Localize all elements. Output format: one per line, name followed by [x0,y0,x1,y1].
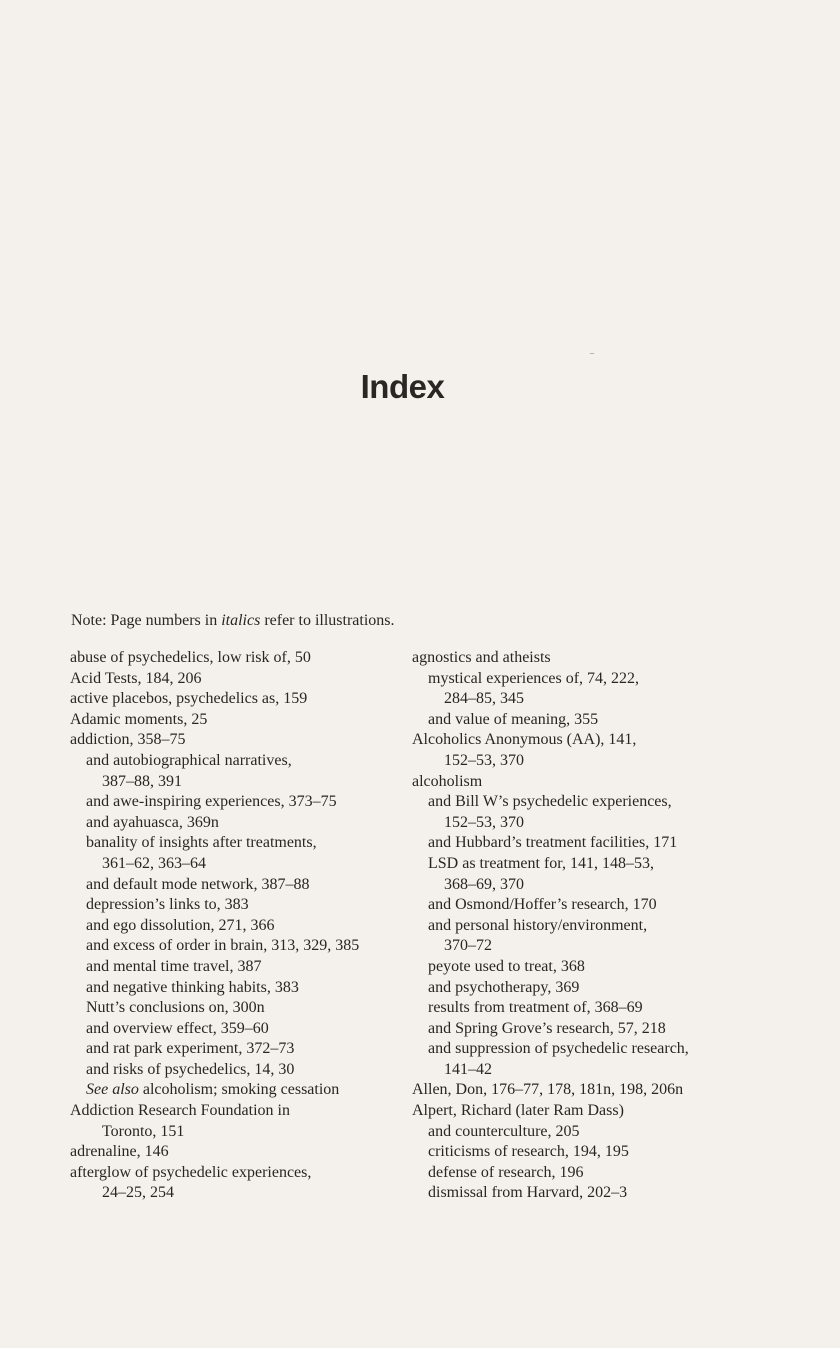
entry-text: agnostics and atheists [412,649,551,666]
entry-text: 284–85, 345 [444,690,524,708]
index-subentry [70,1122,400,1143]
index-entry [412,648,742,669]
entry-text: and value of meaning, 355 [428,710,599,728]
entry-text: Adamic moments, 25 [70,710,208,728]
note-text-after: refer to illustrations. [260,612,395,629]
index-subentry [412,916,742,937]
index-subentry [412,1019,742,1040]
index-subentry [412,792,742,813]
entry-text: active placebos, psychedelics as, 159 [70,690,308,708]
entry-text: and personal history/environment, [428,916,648,934]
index-subentry [70,772,400,793]
index-subentry [70,792,400,813]
entry-text: and suppression of psychedelic research, [428,1040,689,1058]
entry-text: and Bill W’s psychedelic experiences, [428,793,672,811]
index-subentry [70,1080,400,1101]
entry-text: and Osmond/Hoffer’s research, 170 [428,896,657,914]
entry-text: alcoholism; smoking cessation [138,1081,340,1099]
entry-text: and awe-inspiring experiences, 373–75 [86,793,337,811]
index-subentry [412,1163,742,1184]
index-subentry [70,854,400,875]
index-entry [70,1101,400,1122]
entry-text: 141–42 [444,1060,492,1078]
index-entry [70,730,400,751]
entry-text: Alcoholics Anonymous (AA), 141, [412,731,637,749]
index-entry [70,710,400,731]
index-subentry [70,875,400,896]
index-subentry [412,751,742,772]
entry-text: and overview effect, 359–60 [86,1019,269,1037]
index-subentry [70,978,400,999]
index-entry [70,689,400,710]
entry-text: dismissal from Harvard, 202–3 [428,1184,628,1202]
entry-text: Acid Tests, 184, 206 [70,669,202,687]
index-subentry [70,936,400,957]
index-subentry [70,1019,400,1040]
index-note [71,611,395,631]
entry-text: and negative thinking habits, 383 [86,978,299,996]
entry-text: 368–69, 370 [444,875,524,893]
index-entry [70,648,400,669]
entry-text: depression’s links to, 383 [86,896,249,914]
index-subentry [412,875,742,896]
index-subentry [70,1060,400,1081]
entry-text: 152–53, 370 [444,751,524,769]
entry-text: mystical experiences of, 74, 222, [428,669,640,687]
index-subentry [412,957,742,978]
index-entry [412,730,742,751]
note-text-before: Note: Page numbers in [71,612,222,629]
see-also-label: See also [86,1081,139,1099]
entry-text: and rat park experiment, 372–73 [86,1040,295,1058]
entry-text: 361–62, 363–64 [102,854,206,872]
entry-text: 387–88, 391 [102,772,182,790]
index-entry [412,772,742,793]
entry-text: defense of research, 196 [428,1163,584,1181]
page-title: Index [360,368,445,405]
index-subentry [70,751,400,772]
entry-text: and excess of order in brain, 313, 329, 385 [86,937,360,955]
note-italic-word: italics [221,612,261,629]
entry-text: addiction, 358–75 [70,731,186,749]
paper-speck [590,353,594,354]
entry-text: and risks of psychedelics, 14, 30 [86,1060,295,1078]
index-subentry [412,833,742,854]
index-entry [70,1142,400,1163]
index-subentry [70,916,400,937]
index-subentry [412,936,742,957]
index-subentry [412,689,742,710]
entry-text: peyote used to treat, 368 [428,957,585,975]
index-subentry [412,710,742,731]
index-subentry [412,669,742,690]
entry-text: and autobiographical narratives, [86,751,292,769]
entry-text: and ayahuasca, 369n [86,813,219,831]
index-entry [412,1101,742,1122]
entry-text: and mental time travel, 387 [86,957,262,975]
entry-text: Allen, Don, 176–77, 178, 181n, 198, 206n [412,1081,684,1099]
entry-text: banality of insights after treatments, [86,834,317,852]
entry-text: 152–53, 370 [444,813,524,831]
index-subentry [412,1039,742,1060]
index-entry [70,1163,400,1184]
index-subentry [70,833,400,854]
index-entry [412,1080,742,1101]
index-entry [70,669,400,690]
index-subentry [70,957,400,978]
entry-text: afterglow of psychedelic experiences, [70,1163,312,1181]
entry-text: and default mode network, 387–88 [86,875,310,893]
index-subentry [412,998,742,1019]
entry-text: abuse of psychedelics, low risk of, 50 [70,649,311,666]
index-column-right [412,648,742,1204]
index-subentry [412,895,742,916]
entry-text: adrenaline, 146 [70,1143,169,1161]
index-subentry [412,1142,742,1163]
index-subentry [412,978,742,999]
index-subentry [412,854,742,875]
entry-text: and Hubbard’s treatment facilities, 171 [428,834,678,852]
index-subentry [70,998,400,1019]
entry-text: and psychotherapy, 369 [428,978,580,996]
index-subentry [412,1060,742,1081]
entry-text: Alpert, Richard (later Ram Dass) [412,1102,624,1120]
entry-text: Nutt’s conclusions on, 300n [86,999,265,1017]
index-subentry [412,1122,742,1143]
entry-text: Toronto, 151 [102,1122,185,1140]
entry-text: criticisms of research, 194, 195 [428,1143,629,1161]
entry-text: results from treatment of, 368–69 [428,999,643,1017]
entry-text: and Spring Grove’s research, 57, 218 [428,1019,666,1037]
index-subentry [412,1183,742,1204]
index-subentry [70,1183,400,1204]
index-subentry [412,813,742,834]
index-subentry [70,1039,400,1060]
index-subentry [70,895,400,916]
entry-text: 370–72 [444,937,492,955]
entry-text: alcoholism [412,772,483,790]
entry-text: Addiction Research Foundation in [70,1102,290,1120]
index-subentry [70,813,400,834]
entry-text: and ego dissolution, 271, 366 [86,916,275,934]
entry-text: 24–25, 254 [102,1184,174,1202]
entry-text: LSD as treatment for, 141, 148–53, [428,854,654,872]
index-column-left [70,648,400,1204]
entry-text: and counterculture, 205 [428,1122,580,1140]
